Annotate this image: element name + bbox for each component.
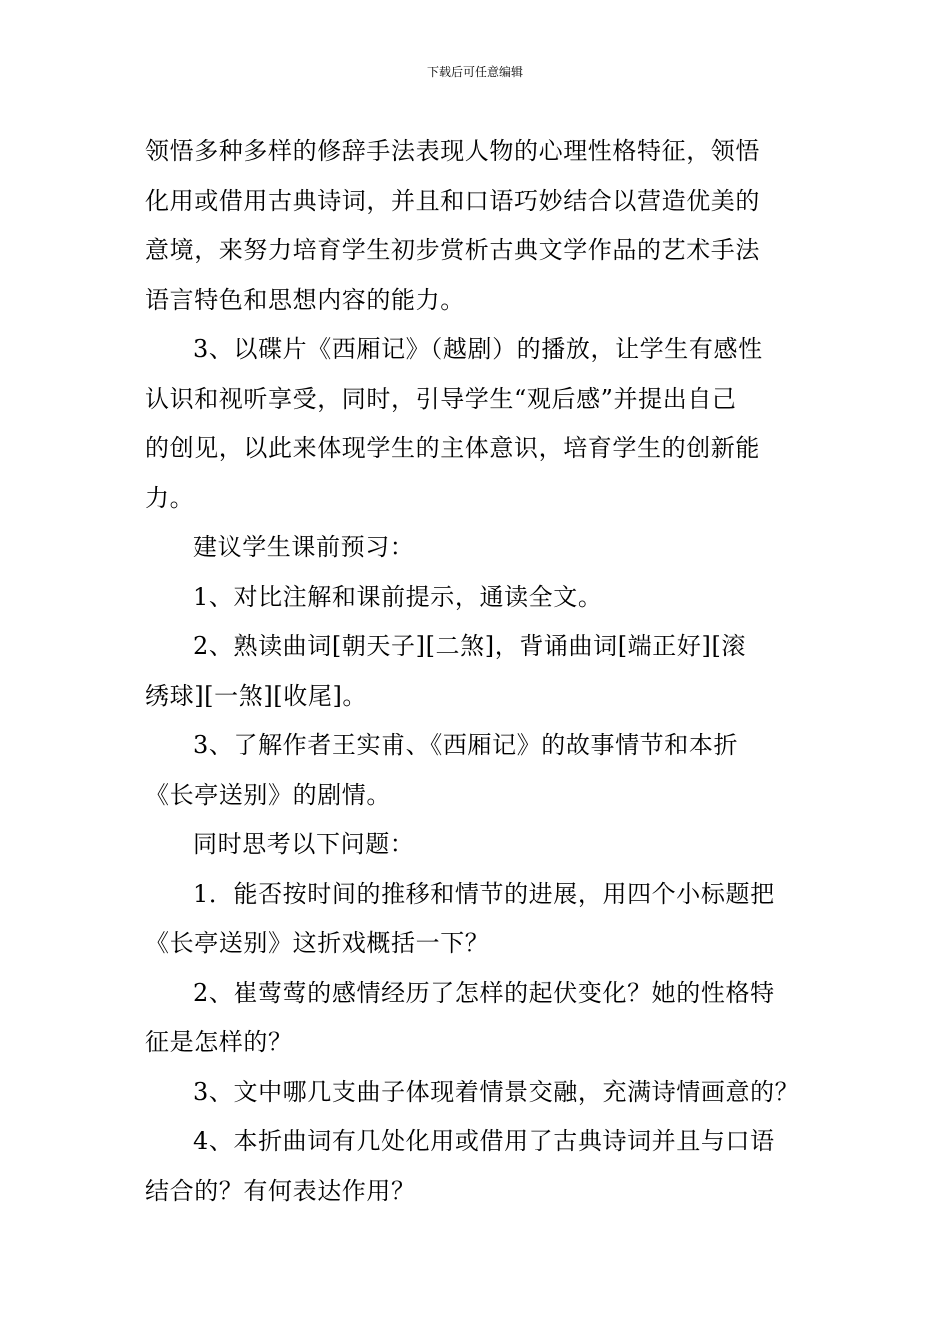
text-line: 3、了解作者王实甫、《西厢记》的故事情节和本折 [193,731,739,759]
paragraph [145,1117,815,1216]
text-line: 4、本折曲词有几处化用或借用了古典诗词并且与口语 [193,1127,775,1155]
text-line: 语言特色和思想内容的能力。 [145,285,465,314]
text-line: 同时思考以下问题： [193,830,415,858]
text-line: 结合的？有何表达作用？ [145,1176,416,1205]
text-line: 的创见，以此来体现学生的主体意识，培育学生的创新能 [145,434,760,462]
paragraph [145,721,815,820]
text-line: 绣球][一煞][收尾]。 [145,681,368,710]
paragraph [145,523,815,573]
text-line: 认识和视听享受，同时，引导学生“观后感”并提出自己 [145,384,737,413]
text-line: 《长亭送别》的剧情。 [145,780,391,809]
text-line: 2、熟读曲词[朝天子][二煞]，背诵曲词[端正好][滚 [193,632,747,660]
text-line: 3、文中哪几支曲子体现着情景交融，充满诗情画意的？ [193,1077,800,1106]
paragraph [145,820,815,870]
paragraph [145,622,815,721]
text-line: 2、崔莺莺的感情经历了怎样的起伏变化？她的性格特 [193,978,775,1007]
text-line: 3、以碟片《西厢记》（越剧）的播放，让学生有感性 [193,335,763,363]
paragraph [145,127,815,325]
text-line: 1、对比注解和课前提示，通读全文。 [193,582,603,611]
paragraph [145,1068,815,1118]
text-line: 建议学生课前预习： [193,533,415,561]
text-line: 领悟多种多样的修辞手法表现人物的心理性格特征，领悟 [145,137,760,165]
paragraph [145,870,815,969]
document-body [145,127,815,1216]
text-line: 力。 [145,483,195,512]
paragraph [145,325,815,523]
text-line: 1．能否按时间的推移和情节的进展，用四个小标题把 [193,879,775,908]
page-header: 下载后可任意编辑 [426,65,523,79]
text-line: 化用或借用古典诗词，并且和口语巧妙结合以营造优美的 [145,186,760,215]
text-line: 征是怎样的？ [145,1028,293,1056]
paragraph [145,969,815,1068]
text-line: 意境，来努力培育学生初步赏析古典文学作品的艺术手法 [145,236,760,264]
paragraph [145,573,815,623]
text-line: 《长亭送别》这折戏概括一下？ [145,929,490,957]
